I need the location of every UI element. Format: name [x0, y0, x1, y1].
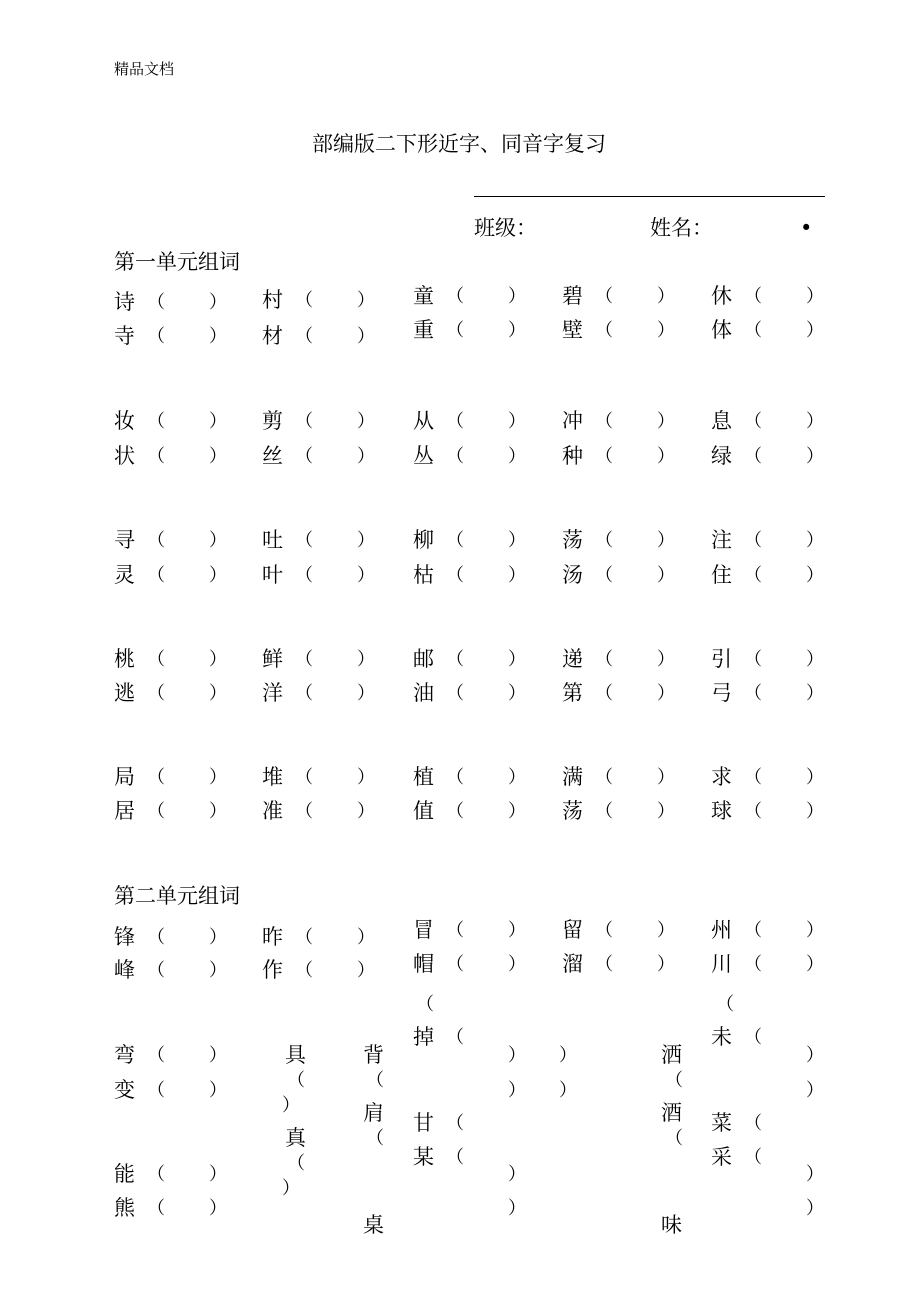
paren-open: （ — [147, 801, 165, 822]
paren-open: （ — [287, 1070, 305, 1091]
character: 弯 — [114, 1043, 135, 1067]
paren-close: ） — [806, 1198, 824, 1219]
paren-open: （ — [446, 1147, 464, 1168]
paren-open: （ — [446, 683, 464, 704]
page-title: 部编版二下形近字、同音字复习 — [312, 132, 606, 156]
paren-open: （ — [595, 954, 613, 975]
character: 注 — [711, 528, 732, 552]
paren-close: ） — [357, 326, 375, 347]
paren-close: ） — [657, 649, 675, 670]
paren-open: （ — [446, 801, 464, 822]
character: 冲 — [562, 409, 583, 433]
character: 冒 — [413, 918, 434, 942]
character: 汤 — [562, 563, 583, 587]
character: 某 — [413, 1145, 434, 1169]
paren-close: ） — [209, 411, 227, 432]
character: 锋 — [114, 925, 135, 949]
paren-close: ） — [508, 767, 526, 788]
paren-open: （ — [147, 1164, 165, 1185]
paren-open: （ — [147, 649, 165, 670]
character: 味 — [661, 1213, 682, 1237]
character: 未 — [711, 1025, 732, 1049]
character: 居 — [114, 799, 135, 823]
character: 桌 — [363, 1213, 384, 1237]
paren-close: ） — [508, 683, 526, 704]
paren-open: （ — [295, 446, 313, 467]
paren-open: （ — [446, 954, 464, 975]
character: 住 — [711, 563, 732, 587]
character: 逃 — [114, 681, 135, 705]
paren-open: （ — [295, 326, 313, 347]
character: 荡 — [562, 528, 583, 552]
paren-open: （ — [744, 320, 762, 341]
paren-close: ） — [657, 801, 675, 822]
paren-close: ） — [508, 530, 526, 551]
character: 妆 — [114, 409, 135, 433]
character: 掉 — [413, 1025, 434, 1049]
paren-close: ） — [209, 927, 227, 948]
character: 丝 — [262, 444, 283, 468]
character: 洒 — [661, 1043, 682, 1067]
paren-close: ） — [806, 1045, 824, 1066]
paren-open: （ — [295, 960, 313, 981]
paren-open: （ — [744, 411, 762, 432]
character: 弓 — [711, 681, 732, 705]
character: 求 — [711, 765, 732, 789]
character: 肩 — [363, 1101, 384, 1125]
character: 州 — [711, 918, 732, 942]
character: 川 — [711, 952, 732, 976]
paren-close: ） — [357, 565, 375, 586]
paren-close: ） — [209, 1080, 227, 1101]
character: 壁 — [562, 318, 583, 342]
paren-open: （ — [147, 292, 165, 313]
paren-close: ） — [806, 767, 824, 788]
paren-close: ） — [357, 927, 375, 948]
paren-open: （ — [595, 530, 613, 551]
character: 引 — [711, 647, 732, 671]
paren-close: ） — [806, 286, 824, 307]
paren-open: （ — [147, 1080, 165, 1101]
paren-close: ） — [508, 286, 526, 307]
paren-close: ） — [657, 683, 675, 704]
paren-close: ） — [657, 767, 675, 788]
character: 能 — [114, 1162, 135, 1186]
character: 采 — [711, 1145, 732, 1169]
paren-open: （ — [446, 565, 464, 586]
paren-close: ） — [282, 1095, 300, 1116]
paren-close: ） — [357, 530, 375, 551]
paren-close: ） — [806, 649, 824, 670]
character: 村 — [262, 288, 283, 312]
paren-open: （ — [744, 920, 762, 941]
character: 从 — [413, 409, 434, 433]
paren-open: （ — [446, 446, 464, 467]
bullet-dot: • — [800, 216, 813, 240]
paren-close: ） — [209, 683, 227, 704]
paren-open: （ — [744, 683, 762, 704]
character: 寻 — [114, 528, 135, 552]
character: 灵 — [114, 563, 135, 587]
paren-open: （ — [665, 1128, 683, 1149]
paren-open: （ — [147, 960, 165, 981]
class-label: 班级： — [474, 216, 537, 240]
character: 剪 — [262, 409, 283, 433]
paren-open: （ — [595, 920, 613, 941]
paren-open: （ — [595, 565, 613, 586]
paren-open: （ — [147, 1045, 165, 1066]
paren-open: （ — [287, 1153, 305, 1174]
paren-close: ） — [209, 649, 227, 670]
paren-open: （ — [147, 927, 165, 948]
paren-open: （ — [295, 565, 313, 586]
paren-close: ） — [209, 801, 227, 822]
paren-close: ） — [806, 920, 824, 941]
section-title-unit-1: 第一单元组词 — [114, 250, 240, 274]
character: 留 — [562, 918, 583, 942]
paren-close: ） — [508, 1198, 526, 1219]
paren-close: ） — [657, 320, 675, 341]
paren-open: （ — [147, 767, 165, 788]
paren-close: ） — [806, 1080, 824, 1101]
paren-close: ） — [508, 411, 526, 432]
character: 息 — [711, 409, 732, 433]
paren-close: ） — [657, 411, 675, 432]
paren-close: ） — [657, 920, 675, 941]
paren-open: （ — [744, 1027, 762, 1048]
paren-close: ） — [357, 960, 375, 981]
paren-open: （ — [744, 801, 762, 822]
paren-open: （ — [366, 1070, 384, 1091]
section-title-unit-2: 第二单元组词 — [114, 884, 240, 908]
paren-close: ） — [209, 530, 227, 551]
paren-close: ） — [806, 801, 824, 822]
paren-open: （ — [744, 1147, 762, 1168]
paren-close: ） — [806, 1164, 824, 1185]
character: 童 — [413, 284, 434, 308]
signature-line — [474, 196, 825, 197]
paren-close: ） — [806, 954, 824, 975]
paren-open: （ — [665, 1070, 683, 1091]
paren-open: （ — [416, 994, 434, 1015]
paren-close: ） — [209, 292, 227, 313]
paren-open: （ — [744, 565, 762, 586]
paren-open: （ — [716, 994, 734, 1015]
paren-close: ） — [806, 320, 824, 341]
paren-open: （ — [295, 411, 313, 432]
paren-open: （ — [595, 446, 613, 467]
paren-open: （ — [446, 920, 464, 941]
character: 桃 — [114, 647, 135, 671]
paren-close: ） — [209, 326, 227, 347]
character: 准 — [262, 799, 283, 823]
paren-open: （ — [744, 286, 762, 307]
paren-open: （ — [446, 530, 464, 551]
character: 荡 — [562, 799, 583, 823]
character: 油 — [413, 681, 434, 705]
paren-open: （ — [744, 1113, 762, 1134]
paren-close: ） — [357, 683, 375, 704]
character: 叶 — [262, 563, 283, 587]
character: 酒 — [661, 1101, 682, 1125]
character: 枯 — [413, 563, 434, 587]
character: 休 — [711, 284, 732, 308]
paren-open: （ — [446, 767, 464, 788]
character: 作 — [262, 958, 283, 982]
paren-close: ） — [209, 1045, 227, 1066]
character: 具 — [285, 1043, 306, 1067]
character: 寺 — [114, 324, 135, 348]
character: 体 — [711, 318, 732, 342]
character: 昨 — [262, 925, 283, 949]
paren-close: ） — [209, 446, 227, 467]
paren-close: ） — [357, 801, 375, 822]
paren-open: （ — [595, 320, 613, 341]
character: 状 — [114, 444, 135, 468]
character: 球 — [711, 799, 732, 823]
paren-close: ） — [508, 801, 526, 822]
paren-close: ） — [357, 446, 375, 467]
paren-open: （ — [147, 530, 165, 551]
paren-open: （ — [446, 411, 464, 432]
paren-open: （ — [446, 649, 464, 670]
paren-close: ） — [209, 565, 227, 586]
paren-open: （ — [446, 286, 464, 307]
paren-open: （ — [295, 801, 313, 822]
paren-open: （ — [744, 649, 762, 670]
paren-close: ） — [508, 1080, 526, 1101]
character: 帽 — [413, 952, 434, 976]
paren-close: ） — [657, 530, 675, 551]
character: 溜 — [562, 952, 583, 976]
character: 绿 — [711, 444, 732, 468]
character: 真 — [285, 1126, 306, 1150]
paren-open: （ — [595, 649, 613, 670]
character: 堆 — [262, 765, 283, 789]
paren-close: ） — [508, 446, 526, 467]
paren-open: （ — [295, 927, 313, 948]
paren-close: ） — [282, 1178, 300, 1199]
paren-close: ） — [806, 683, 824, 704]
character: 峰 — [114, 958, 135, 982]
paren-open: （ — [295, 683, 313, 704]
paren-open: （ — [295, 649, 313, 670]
character: 种 — [562, 444, 583, 468]
character: 满 — [562, 765, 583, 789]
paren-open: （ — [147, 565, 165, 586]
paren-close: ） — [657, 565, 675, 586]
paren-open: （ — [295, 290, 313, 311]
character: 鲜 — [262, 647, 283, 671]
paren-close: ） — [508, 920, 526, 941]
character: 第 — [562, 681, 583, 705]
paren-close: ） — [508, 954, 526, 975]
character: 重 — [413, 318, 434, 342]
paren-close: ） — [657, 446, 675, 467]
paren-close: ） — [508, 565, 526, 586]
paren-open: （ — [595, 683, 613, 704]
paren-close: ） — [559, 1080, 577, 1101]
paren-open: （ — [744, 767, 762, 788]
paren-close: ） — [508, 1164, 526, 1185]
character: 值 — [413, 799, 434, 823]
paren-close: ） — [559, 1045, 577, 1066]
paren-close: ） — [357, 411, 375, 432]
paren-close: ） — [508, 320, 526, 341]
paren-open: （ — [147, 683, 165, 704]
paren-open: （ — [595, 801, 613, 822]
character: 植 — [413, 765, 434, 789]
paren-open: （ — [595, 286, 613, 307]
paren-close: ） — [357, 290, 375, 311]
paren-close: ） — [209, 767, 227, 788]
paren-open: （ — [744, 446, 762, 467]
paren-open: （ — [446, 1113, 464, 1134]
paren-close: ） — [508, 649, 526, 670]
name-label: 姓名： — [650, 216, 713, 240]
paren-open: （ — [446, 1027, 464, 1048]
paren-close: ） — [357, 767, 375, 788]
paren-close: ） — [806, 565, 824, 586]
character: 邮 — [413, 647, 434, 671]
paren-close: ） — [657, 286, 675, 307]
character: 甘 — [413, 1111, 434, 1135]
paren-open: （ — [147, 326, 165, 347]
character: 背 — [363, 1043, 384, 1067]
paren-open: （ — [295, 530, 313, 551]
paren-open: （ — [446, 320, 464, 341]
header-label: 精品文档 — [114, 60, 175, 78]
paren-close: ） — [209, 960, 227, 981]
character: 材 — [262, 324, 283, 348]
character: 菜 — [711, 1111, 732, 1135]
paren-open: （ — [147, 446, 165, 467]
character: 递 — [562, 647, 583, 671]
paren-open: （ — [147, 411, 165, 432]
character: 吐 — [262, 528, 283, 552]
character: 洋 — [262, 681, 283, 705]
paren-open: （ — [147, 1198, 165, 1219]
paren-close: ） — [357, 649, 375, 670]
paren-close: ） — [508, 1045, 526, 1066]
paren-open: （ — [366, 1128, 384, 1149]
paren-open: （ — [295, 767, 313, 788]
paren-close: ） — [806, 446, 824, 467]
paren-open: （ — [744, 954, 762, 975]
paren-open: （ — [744, 530, 762, 551]
paren-close: ） — [209, 1164, 227, 1185]
character: 诗 — [114, 290, 135, 314]
paren-close: ） — [209, 1198, 227, 1219]
paren-close: ） — [806, 530, 824, 551]
character: 熊 — [114, 1196, 135, 1220]
character: 柳 — [413, 528, 434, 552]
character: 变 — [114, 1078, 135, 1102]
paren-close: ） — [657, 954, 675, 975]
paren-close: ） — [806, 411, 824, 432]
paren-open: （ — [595, 767, 613, 788]
character: 丛 — [413, 444, 434, 468]
paren-open: （ — [595, 411, 613, 432]
character: 碧 — [562, 284, 583, 308]
character: 局 — [114, 765, 135, 789]
